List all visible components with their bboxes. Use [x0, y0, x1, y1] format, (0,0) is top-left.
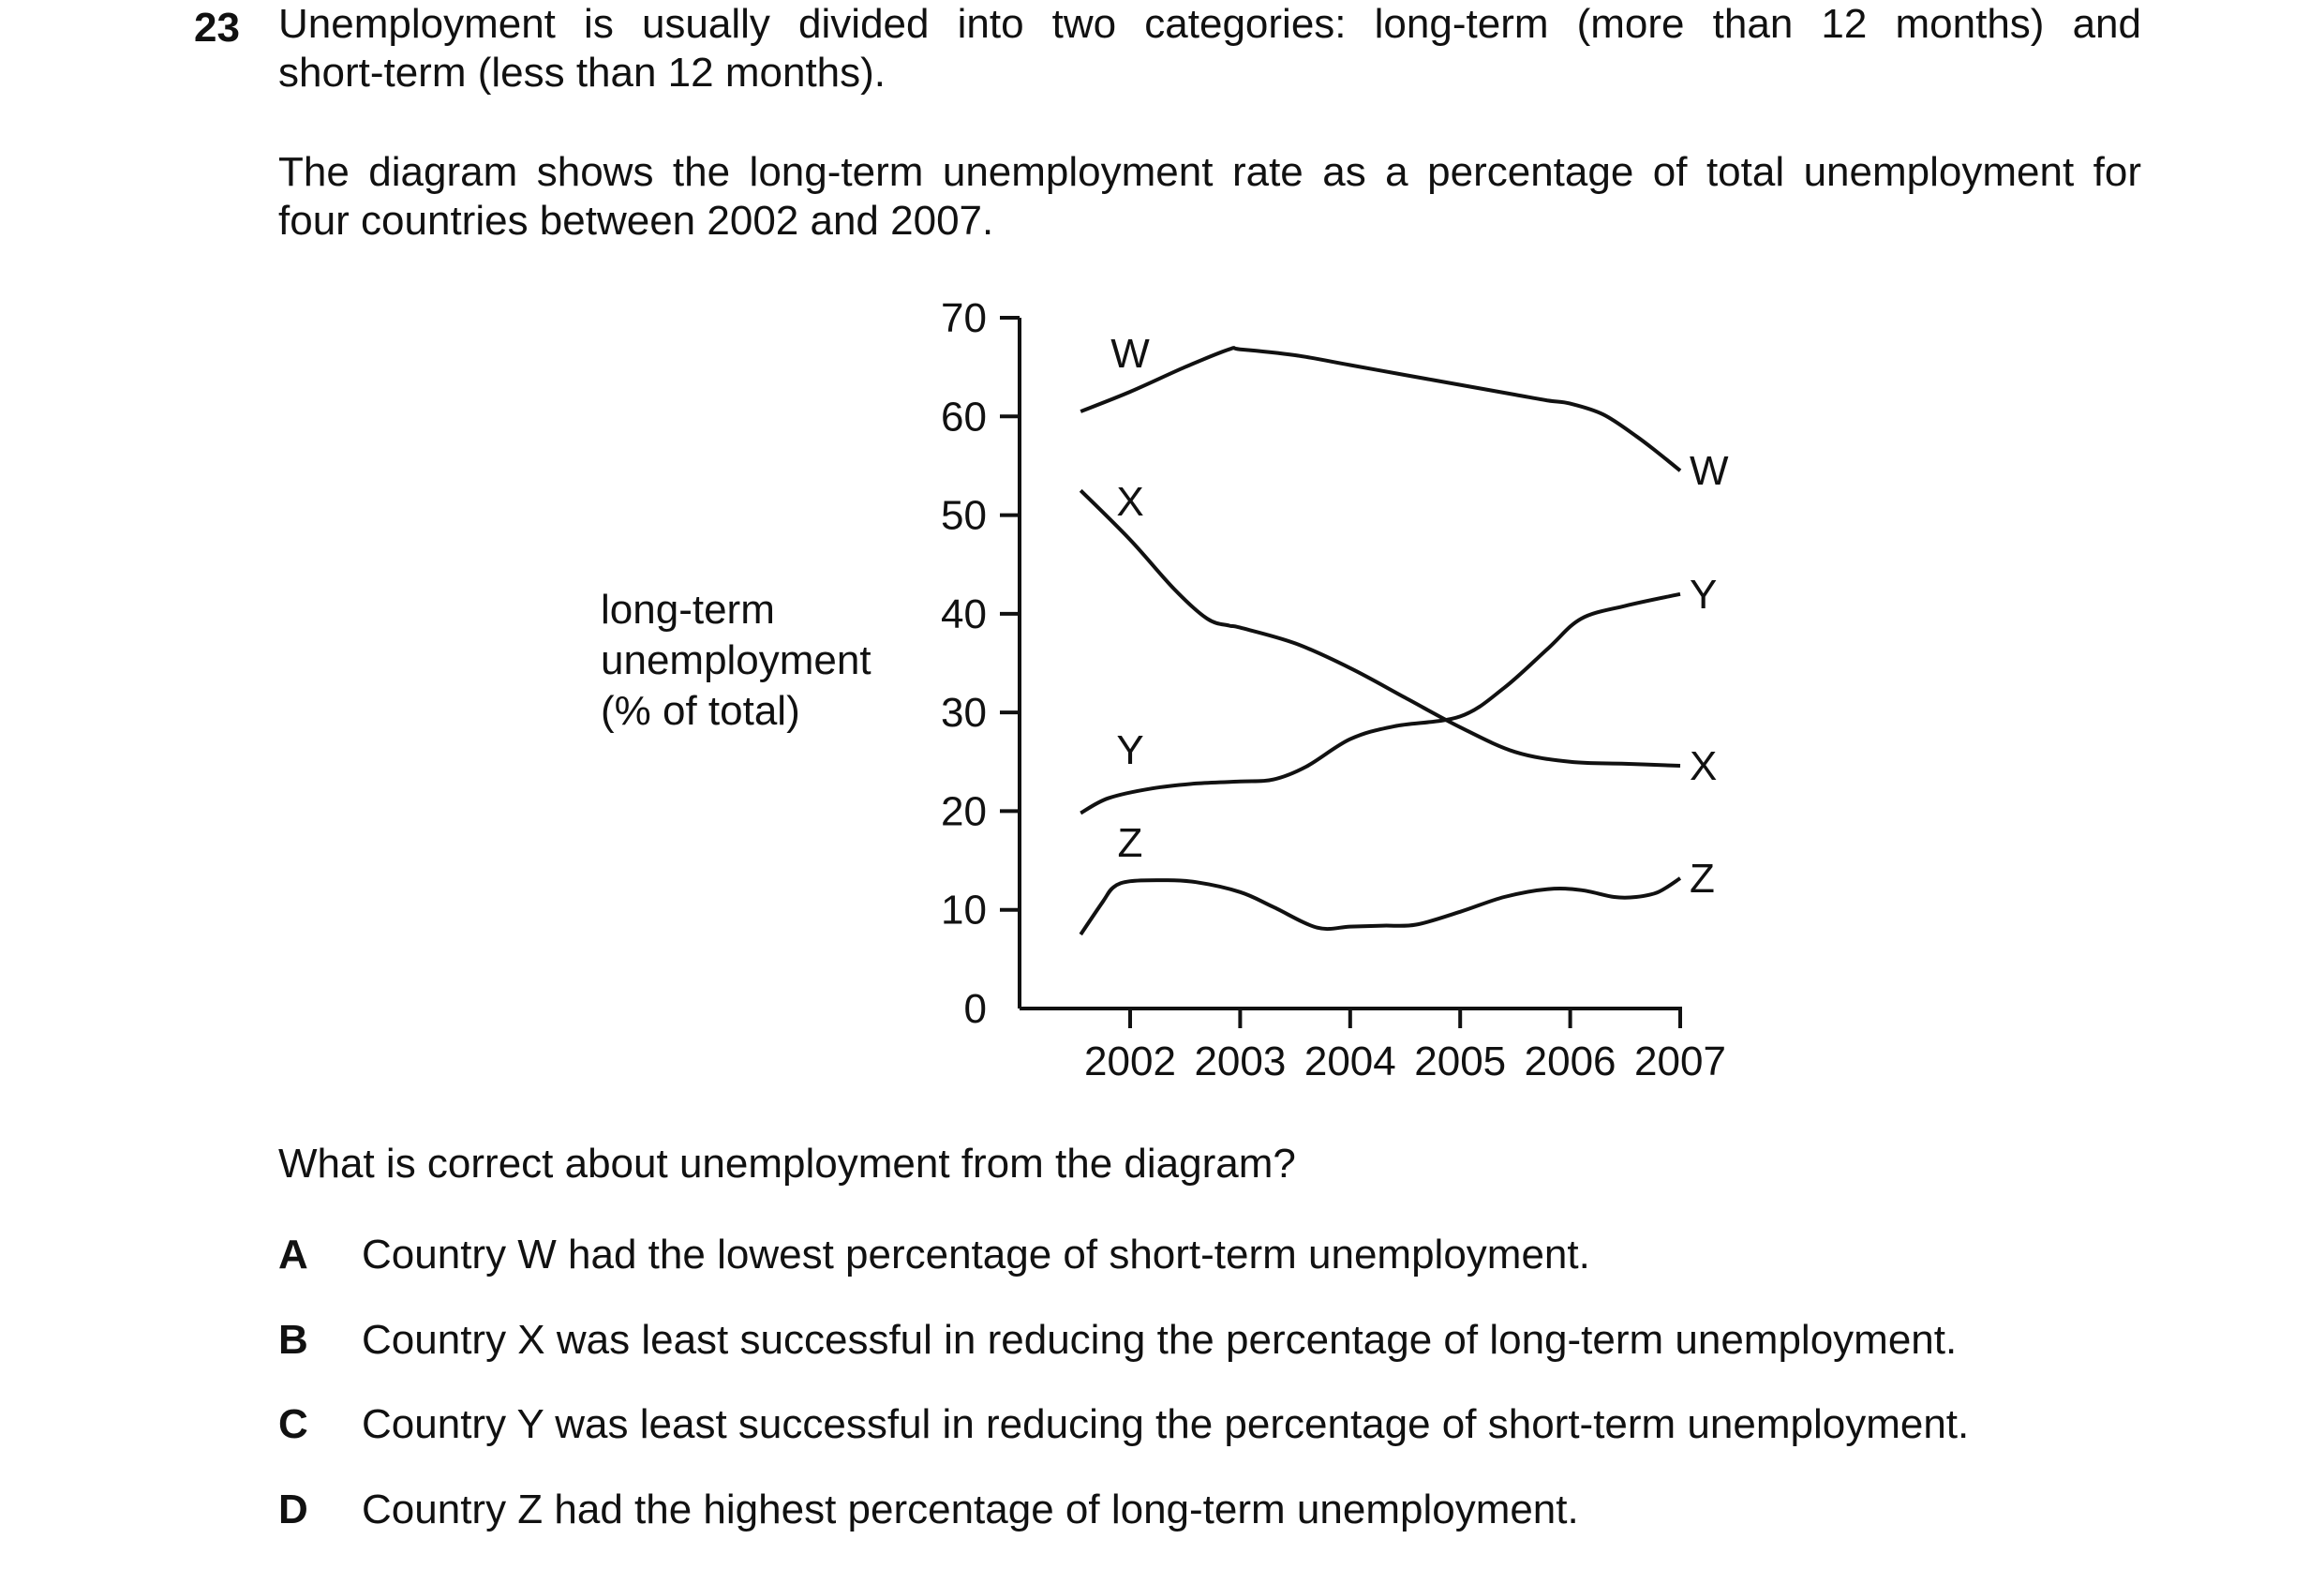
question-number: 23	[194, 5, 240, 51]
y-axis-label-line: unemployment	[601, 637, 872, 683]
series-label-end-y: Y	[1690, 571, 1718, 618]
y-tick-label: 0	[963, 986, 987, 1032]
description-line: four countries between 2002 and 2007.	[278, 198, 994, 244]
y-tick-label: 30	[941, 690, 987, 737]
y-axis-label	[601, 587, 872, 734]
question-prompt: What is correct about unemployment from the diagram?	[278, 1141, 1296, 1187]
option-a[interactable]	[278, 1231, 2153, 1279]
option-b[interactable]	[278, 1316, 2153, 1365]
x-tick-label: 2005	[1414, 1039, 1507, 1084]
option-text: Country W had the lowest percentage of short-term unemployment.	[362, 1232, 1590, 1278]
series-line-x	[1080, 490, 1680, 766]
series-label-end-x: X	[1690, 742, 1718, 789]
intro-line: Unemployment is usually divided into two categories: long-term (more than 12 months) and	[278, 1, 2141, 47]
y-tick-label: 40	[941, 590, 987, 637]
y-tick-label: 70	[941, 295, 987, 341]
y-tick-label: 60	[941, 394, 987, 441]
series-lines	[1080, 348, 1680, 934]
x-tick-label: 2004	[1304, 1039, 1396, 1084]
y-tick-label: 10	[941, 887, 987, 934]
intro-line: short-term (less than 12 months).	[278, 50, 886, 96]
y-tick-label: 50	[941, 492, 987, 539]
option-text: Country Y was least successful in reducing the percentage of short-term unemployment.	[362, 1401, 1970, 1447]
chart-axes	[941, 295, 1726, 1084]
option-d[interactable]	[278, 1486, 2153, 1534]
y-tick-label: 20	[941, 788, 987, 835]
series-line-y	[1080, 594, 1680, 814]
option-letter: D	[278, 1487, 308, 1532]
series-label-start-x: X	[1116, 478, 1144, 525]
x-tick-label: 2006	[1524, 1039, 1616, 1084]
option-letter: A	[278, 1232, 308, 1278]
x-tick-label: 2007	[1634, 1039, 1726, 1084]
option-letter: C	[278, 1401, 308, 1447]
option-text: Country Z had the highest percentage of long-term unemployment.	[362, 1487, 1579, 1532]
option-c[interactable]	[278, 1400, 2153, 1449]
series-label-start-z: Z	[1117, 820, 1143, 867]
series-label-start-y: Y	[1116, 727, 1144, 774]
option-text: Country X was least successful in reducing the percentage of long-term unemployment.	[362, 1317, 1958, 1363]
series-label-end-z: Z	[1690, 856, 1715, 903]
series-line-z	[1080, 878, 1680, 934]
description-line: The diagram shows the long-term unemployment rate as a percentage of total unemployment for	[278, 149, 2141, 195]
series-label-end-w: W	[1690, 448, 1729, 495]
option-letter: B	[278, 1317, 308, 1363]
x-tick-label: 2003	[1194, 1039, 1287, 1084]
y-axis-label-line: (% of total)	[601, 688, 800, 734]
y-axis-label-line: long-term	[601, 587, 775, 633]
series-line-w	[1080, 348, 1680, 471]
series-label-start-w: W	[1110, 330, 1150, 377]
x-tick-label: 2002	[1084, 1039, 1176, 1084]
